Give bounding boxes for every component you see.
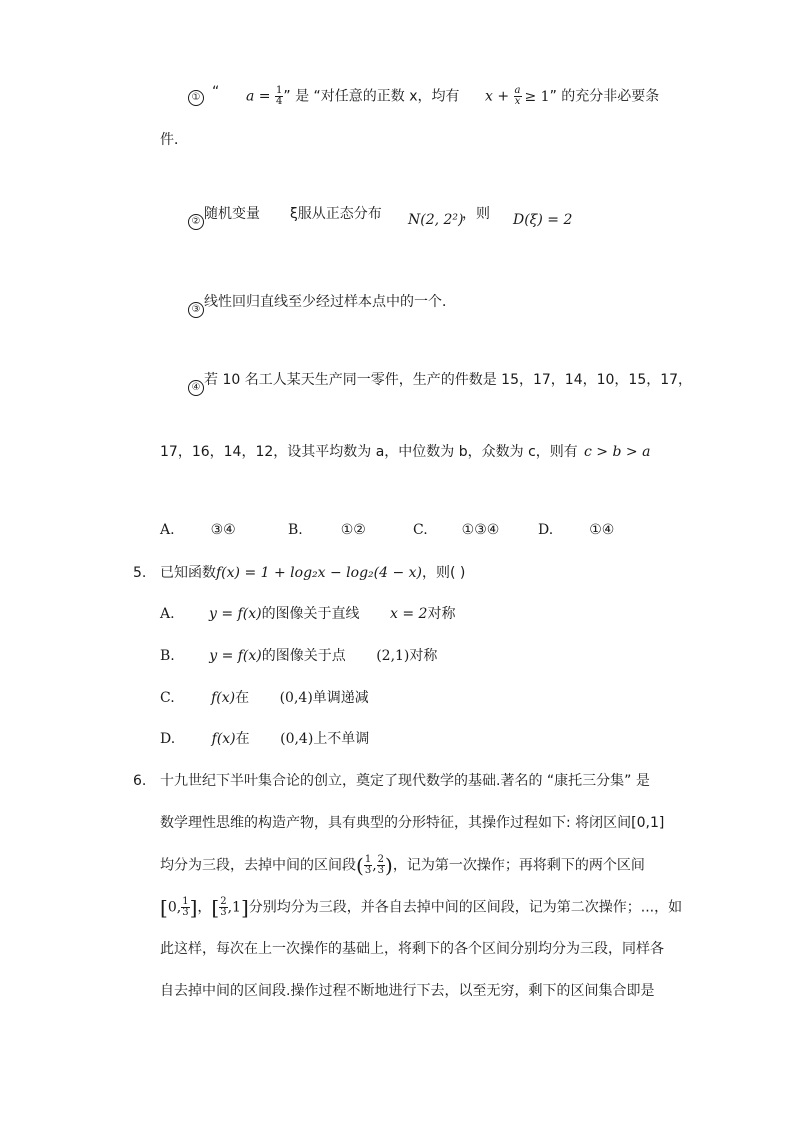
q6-line-5: 此这样，每次在上一次操作的基础上，将剩下的各个区间分别均分为三段，同样各 [160,941,664,957]
cond-fraction: $\frac{1}{4}$ [275,85,283,107]
statement-4-expr: c > b > a [584,444,651,460]
statement-4 [188,370,693,393]
q5-stem-expr: f(x) = 1 + log₂x − log₂(4 − x) [216,565,423,581]
statement-4-continued: 17，16，14，12，设其平均数为 a，中位数为 b，众数为 c，则有 [160,444,578,460]
statement-3-marker: ③ [188,302,204,318]
q6-number: 6. [133,773,147,789]
cond-lhs: a = [246,88,275,105]
statement-3 [188,292,456,315]
q6-line-3: 均分为三段，去掉中间的区间段( $\frac{1}{3}$ , $\frac{2}{3}$ )，记为第一次操作；再将剩下的两个区间 [160,853,645,878]
statement-1-inequality [485,86,659,107]
statement-4-marker: ④ [188,380,204,396]
statement-3-text: 线性回归直线至少经过样本点中的一个． [204,294,456,310]
ineq-fraction: $\frac{a}{x}$ [514,85,521,107]
q5-option-c[interactable]: C. f(x)在 (0,4)单调递减 [160,690,369,706]
ineq-rhs: ≥ 1 [524,88,550,105]
statement-2-text2: ξ服从正态分布 [290,206,382,222]
q5-option-d[interactable]: D. f(x)在 (0,4)上不单调 [160,731,370,747]
q4-choice-d[interactable]: D. ①④ [538,522,615,538]
q5-stem [160,563,465,583]
statement-2-expr: D(ξ) = 2 [513,212,573,228]
statement-1-tail: ” 的充分非必要条 [549,88,660,105]
q5-option-b[interactable]: B. y = f(x)的图像关于点 (2,1)对称 [160,648,438,664]
q6-line-6: 自去掉中间的区间段.操作过程不断地进行下去，以至无穷，剩下的区间集合即是 [160,983,655,999]
quote-open: “ [212,84,220,100]
ineq-lhs: x + [485,88,514,105]
q4-choice-a[interactable]: A. ③④ [160,522,236,538]
q6-line-2: 数学理性思维的构造产物，具有典型的分形特征，其操作过程如下: 将闭区间[0,1] [160,815,665,831]
statement-1-continued: 件． [160,132,188,148]
statement-1-marker: ① [188,90,204,106]
statement-2-text1: 随机变量 [204,206,260,222]
q5-stem-pre: 已知函数 [160,565,216,581]
statement-2-text3: ，则 [462,206,490,222]
q4-choice-b[interactable]: B. ①② [288,522,366,538]
statement-2-distribution: N(2, 2²) [408,212,464,228]
statement-2 [188,204,260,227]
q5-stem-post: ，则( ) [422,565,466,581]
statement-1-condition [246,86,460,107]
q5-number: 5. [133,565,147,581]
statement-2-marker: ② [188,214,204,230]
q4-choice-c[interactable]: C. ①③④ [413,522,500,538]
statement-4-text: 若 10 名工人某天生产同一零件，生产的件数是 15，17，14，10，15，17， [204,372,693,388]
q5-option-a[interactable]: A. y = f(x)的图像关于直线 x = 2对称 [160,606,456,622]
q6-line-4: [0, $\frac{1}{3}$ ]，[ $\frac{2}{3}$ ,1]分别均分为三段，并各自去掉中间的区间段，记为第二次操作；...，如 [160,895,683,920]
q6-line-1: 十九世纪下半叶集合论的创立，奠定了现代数学的基础.著名的 “康托三分集” 是 [160,773,650,789]
statement-1-mid: ” 是 “对任意的正数 x，均有 [283,88,460,105]
statement-1 [188,84,220,108]
